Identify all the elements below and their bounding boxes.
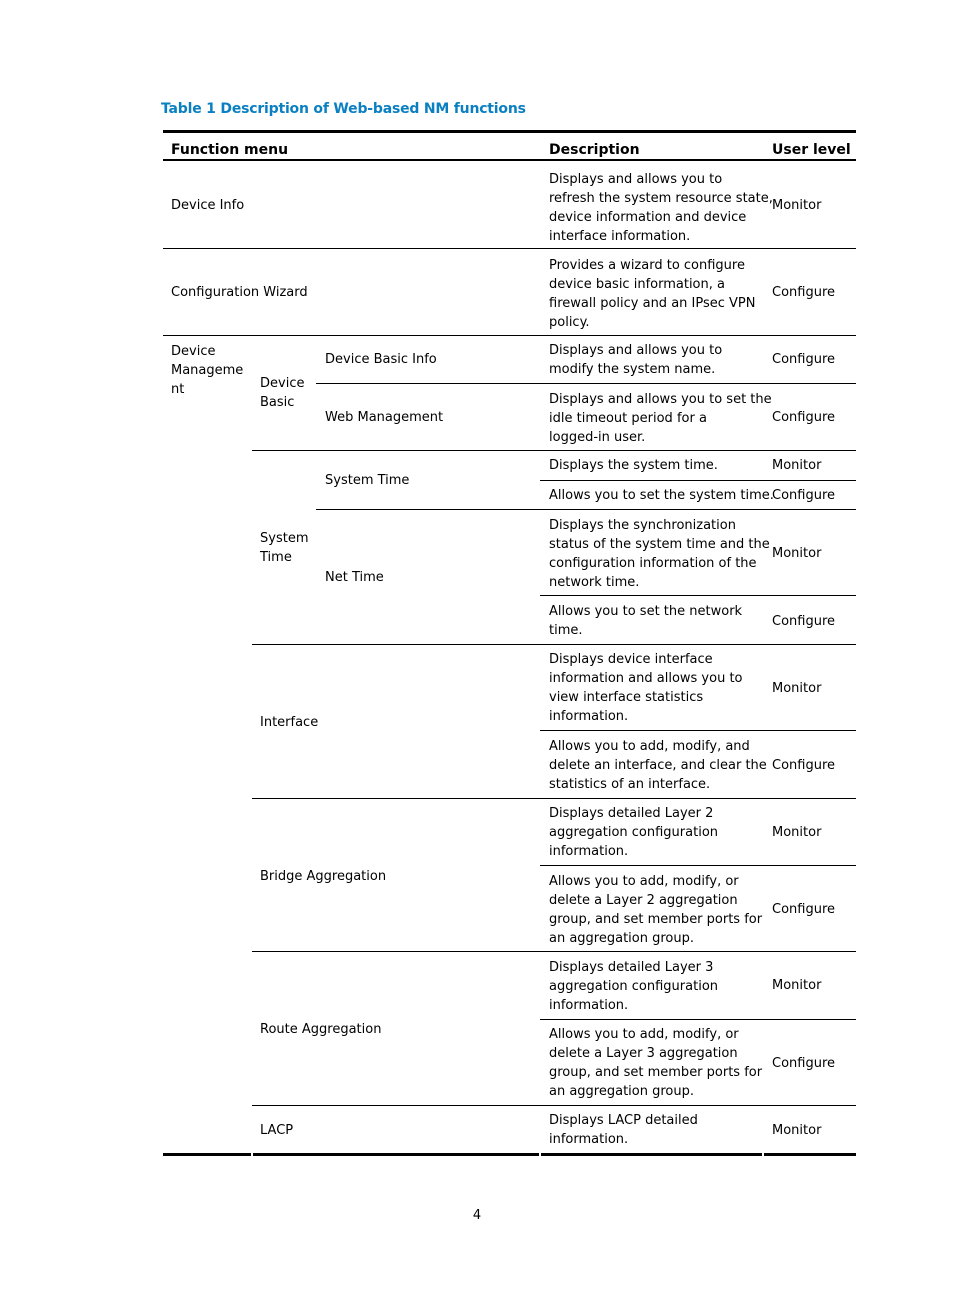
level-bridge-aggregation-display: Monitor (772, 825, 822, 840)
menu-interface: Interface (260, 714, 319, 730)
table-bottom-rule (253, 1153, 539, 1156)
header-rule (163, 159, 856, 161)
table-bottom-rule (764, 1153, 856, 1156)
menu-device-basic-info: Device Basic Info (325, 352, 437, 367)
group-device-management: Device Manageme nt (171, 344, 244, 397)
header-user-level: User level (772, 141, 851, 158)
desc-net-time-set: Allows you to set the network time. (549, 604, 743, 638)
menu-configuration-wizard: Configuration Wizard (171, 284, 308, 300)
menu-system-time: System Time (325, 473, 410, 488)
level-lacp: Monitor (772, 1123, 822, 1138)
desc-bridge-aggregation-configure: Allows you to add, modify, or delete a Layer 2 aggregation group, and set member ports for an aggregation group. (549, 874, 763, 946)
level-system-time-set: Configure (772, 488, 836, 503)
level-system-time-display: Monitor (772, 458, 822, 473)
row-divider (252, 644, 856, 645)
level-route-aggregation-configure: Configure (772, 1055, 836, 1071)
page-number: 4 (472, 1208, 482, 1223)
header-function-menu: Function menu (171, 141, 289, 158)
desc-system-time-display: Displays the system time. (549, 458, 718, 473)
row-divider (252, 1105, 856, 1106)
subgroup-device-basic: Device Basic (260, 376, 305, 410)
table-caption: Table 1 Description of Web-based NM functions (161, 101, 526, 117)
menu-bridge-aggregation: Bridge Aggregation (260, 868, 387, 884)
desc-system-time-set: Allows you to set the system time. (549, 488, 774, 503)
level-route-aggregation-display: Monitor (772, 978, 822, 993)
desc-interface-display: Displays device interface information and allows you to view interface statistics information. (549, 652, 743, 724)
level-interface-configure: Configure (772, 757, 836, 773)
level-net-time-display: Monitor (772, 545, 822, 561)
subgroup-system-time: System Time (260, 530, 309, 565)
level-net-time-set: Configure (772, 613, 836, 629)
level-web-management: Configure (772, 410, 836, 425)
menu-lacp: LACP (260, 1123, 294, 1138)
level-configuration-wizard: Configure (772, 284, 836, 300)
desc-interface-configure: Allows you to add, modify, and delete an interface, and clear the statistics of an interface. (549, 739, 767, 792)
level-bridge-aggregation-configure: Configure (772, 901, 836, 917)
desc-web-management: Displays and allows you to set the idle timeout period for a logged-in user. (549, 392, 772, 445)
desc-device-basic-info: Displays and allows you to modify the system name. (549, 343, 723, 377)
desc-device-info: Displays and allows you to refresh the system resource state, device information and device interface information. (549, 172, 773, 244)
level-device-basic-info: Configure (772, 352, 836, 367)
level-device-info: Monitor (772, 197, 822, 213)
menu-route-aggregation: Route Aggregation (260, 1021, 382, 1037)
menu-net-time: Net Time (325, 570, 384, 585)
desc-route-aggregation-configure: Allows you to add, modify, or delete a Layer 3 aggregation group, and set member ports for an aggregation group. (549, 1027, 763, 1099)
desc-route-aggregation-display: Displays detailed Layer 3 aggregation configuration information. (549, 960, 719, 1013)
desc-lacp: Displays LACP detailed information. (549, 1113, 698, 1147)
desc-bridge-aggregation-display: Displays detailed Layer 2 aggregation configuration information. (549, 806, 719, 859)
level-interface-display: Monitor (772, 680, 822, 696)
desc-configuration-wizard: Provides a wizard to configure device basic information, a firewall policy and an IPsec VPN policy. (549, 258, 756, 330)
menu-web-management: Web Management (325, 410, 444, 425)
table-bottom-rule (163, 1153, 251, 1156)
table-top-rule (163, 130, 856, 133)
menu-device-info: Device Info (171, 197, 245, 213)
desc-net-time-display: Displays the synchronization status of the system time and the configuration information of the network time. (549, 518, 770, 590)
header-description: Description (549, 141, 640, 158)
table-bottom-rule (541, 1153, 762, 1156)
